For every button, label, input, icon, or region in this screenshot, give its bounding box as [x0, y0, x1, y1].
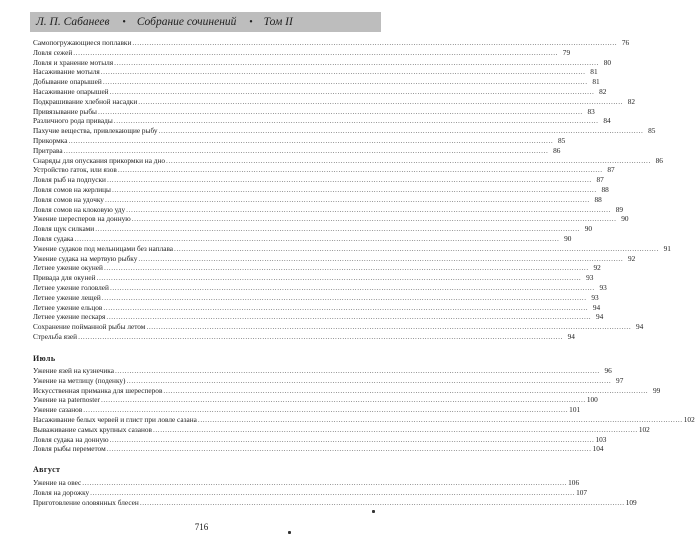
toc-entry-page: 109 — [625, 497, 637, 507]
toc-entry — [33, 375, 624, 386]
toc-entry-title: Насаживание мотыля — [33, 67, 100, 77]
dot-leader: ........................................................................................................................................................................................................ — [146, 322, 632, 332]
toc-entry — [33, 478, 580, 488]
dot-leader: ........................................................................................................................................................................................................ — [106, 312, 592, 322]
dot-leader: ........................................................................................................................................................................................................ — [103, 302, 589, 312]
toc-entry-title: Ужение на paternoster — [33, 395, 100, 405]
running-header — [30, 12, 381, 32]
header-work-title: Собрание сочинений — [136, 16, 237, 28]
toc-entry-title: Летнее ужение лещей — [33, 292, 101, 302]
toc-entry-page: 83 — [587, 106, 595, 116]
toc-entry — [33, 273, 594, 283]
toc-entry-title: Ужение на метлицу (поденку) — [33, 375, 126, 385]
toc-entry-page: 87 — [596, 175, 604, 185]
toc-entry-page: 84 — [603, 116, 611, 126]
toc-entry-title: Различного рода привады — [33, 116, 113, 126]
toc-entry-title: Привада для окуней — [33, 273, 96, 283]
dot-leader: ........................................................................................................................................................................................................ — [174, 243, 659, 253]
toc-entry-page: 97 — [616, 375, 624, 385]
toc-entry — [33, 243, 671, 254]
toc-entry-title: Сохранение пойманной рыбы летом — [33, 322, 146, 332]
dot-leader: ........................................................................................................................................................................................................ — [111, 184, 597, 194]
toc-entry-page: 93 — [591, 292, 599, 302]
toc-entry — [33, 322, 644, 332]
toc-entry — [33, 224, 593, 234]
toc-entry — [33, 155, 663, 166]
dot-leader: ........................................................................................................................................................................................................ — [95, 224, 581, 234]
toc-section-july — [33, 366, 695, 454]
toc-entry-page: 92 — [593, 263, 601, 273]
toc-entry — [33, 165, 615, 175]
toc-entry-title: Летнее ужение головлей — [33, 282, 109, 292]
dot-leader: ........................................................................................................................................................................................................ — [114, 57, 599, 67]
toc-entry — [33, 233, 572, 244]
dot-leader: ........................................................................................................................................................................................................ — [109, 434, 595, 444]
dot-leader: ........................................................................................................................................................................................................ — [90, 487, 576, 497]
dot-leader: ........................................................................................................................................................................................................ — [100, 395, 586, 405]
toc-entry — [33, 424, 650, 435]
toc-entry — [33, 175, 604, 185]
dot-leader: ........................................................................................................................................................................................................ — [68, 135, 554, 145]
toc-entry — [33, 395, 598, 405]
section-heading-july: Июль — [33, 354, 56, 363]
toc-entry-title: Подкрашивание хлебной насадки — [33, 96, 138, 106]
dot-leader: ........................................................................................................................................................................................................ — [132, 38, 618, 47]
toc-entry — [33, 135, 566, 146]
dot-leader: ........................................................................................................................................................................................................ — [102, 77, 588, 87]
toc-entry — [33, 414, 695, 425]
dot-leader: ........................................................................................................................................................................................................ — [97, 106, 583, 116]
toc-entry-page: 85 — [648, 126, 656, 136]
dot-leader: ........................................................................................................................................................................................................ — [131, 214, 617, 224]
toc-entry-page: 89 — [615, 204, 624, 214]
toc-entry-title: Ловля рыб на подпуски — [33, 175, 106, 185]
toc-entry-page: 101 — [569, 405, 581, 415]
dot-leader: ........................................................................................................................................................................................................ — [106, 175, 592, 185]
toc-entry-page: 91 — [663, 243, 671, 253]
toc-entry-page: 79 — [562, 47, 571, 57]
toc-entry — [33, 282, 607, 293]
toc-entry — [33, 497, 637, 508]
dot-leader: ........................................................................................................................................................................................................ — [126, 375, 612, 385]
toc-entry — [33, 106, 595, 117]
dot-leader: ........................................................................................................................................................................................................ — [109, 86, 595, 96]
toc-entry-title: Ловля сомов на жерлицы — [33, 184, 111, 194]
dot-leader: ........................................................................................................................................................................................................ — [100, 67, 586, 77]
toc-entry-page: 96 — [604, 366, 612, 375]
section-heading-august: Август — [33, 465, 61, 474]
toc-entry-page: 86 — [553, 145, 561, 155]
dot-leader: ........................................................................................................................................................................................................ — [158, 126, 644, 136]
toc-entry — [33, 302, 601, 313]
dot-leader: ........................................................................................................................................................................................................ — [126, 204, 612, 214]
toc-entry-page: 103 — [595, 434, 607, 444]
dot-leader: ........................................................................................................................................................................................................ — [109, 282, 595, 292]
toc-entry — [33, 434, 607, 445]
toc-entry-title: Пахучие вещества, привлекающие рыбу — [33, 126, 158, 136]
toc-entry-page: 81 — [590, 67, 598, 77]
toc-entry — [33, 385, 661, 396]
dot-leader: ........................................................................................................................................................................................................ — [197, 414, 683, 424]
toc-entry-page: 80 — [603, 57, 611, 67]
dot-leader: ........................................................................................................................................................................................................ — [78, 331, 563, 341]
toc-entry-title: Ловля на дорожку — [33, 487, 90, 497]
toc-entry-page: 85 — [558, 135, 566, 145]
toc-entry — [33, 444, 604, 454]
toc-entry — [33, 263, 601, 273]
page-number: 716 — [194, 522, 209, 532]
toc-entry — [33, 312, 604, 322]
dot-leader: ........................................................................................................................................................................................................ — [101, 292, 587, 302]
toc-entry-title: Добывание опарышей — [33, 77, 102, 87]
toc-entry-title: Привязывание рыбы — [33, 106, 97, 116]
toc-entry — [33, 57, 611, 68]
toc-entry-page: 102 — [638, 424, 650, 434]
dot-leader: ........................................................................................................................................................................................................ — [73, 47, 559, 57]
toc-entry — [33, 204, 624, 215]
toc-entry — [33, 366, 612, 376]
toc-entry-title: Снаряды для опускания прикормки на дно — [33, 155, 166, 165]
toc-entry — [33, 194, 602, 205]
dot-leader: ........................................................................................................................................................................................................ — [106, 444, 592, 454]
toc-entry-title: Ужение судаков под мельницами без наплава — [33, 243, 174, 253]
dot-leader: ........................................................................................................................................................................................................ — [138, 96, 624, 106]
toc-entry-title: Ловля рыбы переметом — [33, 444, 106, 454]
toc-entry-page: 102 — [683, 414, 695, 424]
toc-entry-page: 104 — [592, 444, 604, 454]
toc-entry — [33, 47, 571, 58]
dot-leader: ........................................................................................................................................................................................................ — [166, 155, 651, 165]
toc-entry-page: 107 — [576, 487, 588, 497]
toc-entry-title: Самопогружающиеся поплавки — [33, 38, 132, 47]
toc-entry — [33, 331, 575, 342]
toc-entry-title: Вываживание самых крупных сазанов — [33, 424, 152, 434]
header-volume: Том II — [263, 16, 293, 28]
toc-entry-title: Летнее ужение ельцов — [33, 302, 103, 312]
toc-entry-page: 94 — [595, 312, 604, 322]
toc-entry-title: Летнее ужение окуней — [33, 263, 103, 273]
toc-entry-title: Устройство гаток, или язов — [33, 165, 117, 175]
toc-entry-page: 94 — [635, 322, 644, 332]
dot-leader: ........................................................................................................................................................................................................ — [139, 497, 625, 507]
toc-entry — [33, 38, 630, 48]
dot-leader: ........................................................................................................................................................................................................ — [83, 405, 569, 415]
dot-leader: ........................................................................................................................................................................................................ — [117, 165, 603, 175]
toc-entry — [33, 214, 629, 224]
toc-entry-page: 93 — [599, 282, 607, 292]
toc-entry-page: 100 — [586, 395, 598, 405]
scan-speck — [372, 510, 375, 513]
toc-entry — [33, 184, 609, 195]
toc-entry-title: Искусственная приманка для шересперов — [33, 385, 163, 395]
dot-leader: ........................................................................................................................................................................................................ — [74, 233, 560, 243]
toc-entry-page: 99 — [652, 385, 661, 395]
dot-leader: ........................................................................................................................................................................................................ — [152, 424, 638, 434]
toc-section-august — [33, 478, 637, 507]
dot-leader: ........................................................................................................................................................................................................ — [104, 194, 590, 204]
toc-entry-page: 82 — [599, 86, 607, 96]
toc-entry-page: 81 — [592, 77, 600, 87]
toc-entry-page: 76 — [621, 38, 630, 47]
toc-entry-title: Ужение судака на мертвую рыбку — [33, 253, 138, 263]
toc-entry-title: Притрава — [33, 145, 63, 155]
toc-entry — [33, 126, 656, 136]
dot-leader: ........................................................................................................................................................................................................ — [82, 478, 568, 487]
toc-entry-title: Ловля сежей — [33, 47, 73, 57]
toc-entry-page: 90 — [584, 224, 593, 234]
toc-entry-title: Насаживание опарышей — [33, 86, 109, 96]
scan-speck — [288, 531, 291, 534]
toc-entry-page: 87 — [607, 165, 615, 175]
toc-entry-title: Ловля судака — [33, 233, 74, 243]
toc-entry — [33, 292, 599, 303]
toc-section-main — [33, 38, 671, 342]
header-bullet: • — [122, 17, 126, 28]
toc-entry — [33, 77, 600, 87]
toc-entry-page: 86 — [655, 155, 663, 165]
dot-leader: ........................................................................................................................................................................................................ — [103, 263, 589, 273]
toc-entry — [33, 67, 598, 77]
toc-entry-page: 93 — [586, 273, 594, 283]
toc-entry-title: Насаживание белых червей и глист при ловле сазана — [33, 414, 197, 424]
toc-entry-title: Ужение сазанов — [33, 405, 83, 415]
toc-entry — [33, 145, 561, 156]
toc-entry-title: Ловля щук силками — [33, 224, 95, 234]
toc-entry — [33, 253, 636, 264]
toc-entry-page: 106 — [568, 478, 580, 487]
toc-entry-page: 90 — [621, 214, 629, 224]
toc-entry — [33, 116, 611, 126]
toc-entry-title: Ловля сомов на клоковую уду — [33, 204, 126, 214]
toc-entry-title: Ужение язей на кузнечика — [33, 366, 114, 375]
toc-entry-page: 94 — [592, 302, 601, 312]
toc-entry — [33, 405, 581, 415]
toc-entry-title: Летнее ужение пескаря — [33, 312, 106, 322]
dot-leader: ........................................................................................................................................................................................................ — [114, 366, 600, 375]
toc-entry-title: Прикормка — [33, 135, 68, 145]
toc-entry-page: 88 — [594, 194, 602, 204]
toc-entry-page: 90 — [564, 233, 572, 243]
toc-entry-title: Ужение шересперов на донную — [33, 214, 131, 224]
toc-entry-title: Ловля и хранение мотыля — [33, 57, 114, 67]
toc-entry — [33, 86, 607, 97]
toc-entry — [33, 96, 636, 107]
toc-entry-title: Стрельба язей — [33, 331, 78, 341]
toc-entry-title: Ловля судака на донную — [33, 434, 109, 444]
toc-entry — [33, 487, 588, 498]
header-author: Л. П. Сабанеев — [36, 16, 110, 28]
dot-leader: ........................................................................................................................................................................................................ — [163, 385, 649, 395]
toc-entry-page: 88 — [601, 184, 609, 194]
header-bullet: • — [249, 17, 253, 28]
toc-entry-title: Ловля сомов на удочку — [33, 194, 104, 204]
toc-entry-title: Приготовление оловянных блесен — [33, 497, 139, 507]
dot-leader: ........................................................................................................................................................................................................ — [63, 145, 549, 155]
toc-entry-page: 82 — [627, 96, 636, 106]
dot-leader: ........................................................................................................................................................................................................ — [113, 116, 599, 126]
toc-entry-page: 92 — [627, 253, 636, 263]
toc-entry-page: 94 — [567, 331, 575, 341]
dot-leader: ........................................................................................................................................................................................................ — [138, 253, 624, 263]
toc-entry-title: Ужение на овес — [33, 478, 82, 487]
dot-leader: ........................................................................................................................................................................................................ — [96, 273, 582, 283]
